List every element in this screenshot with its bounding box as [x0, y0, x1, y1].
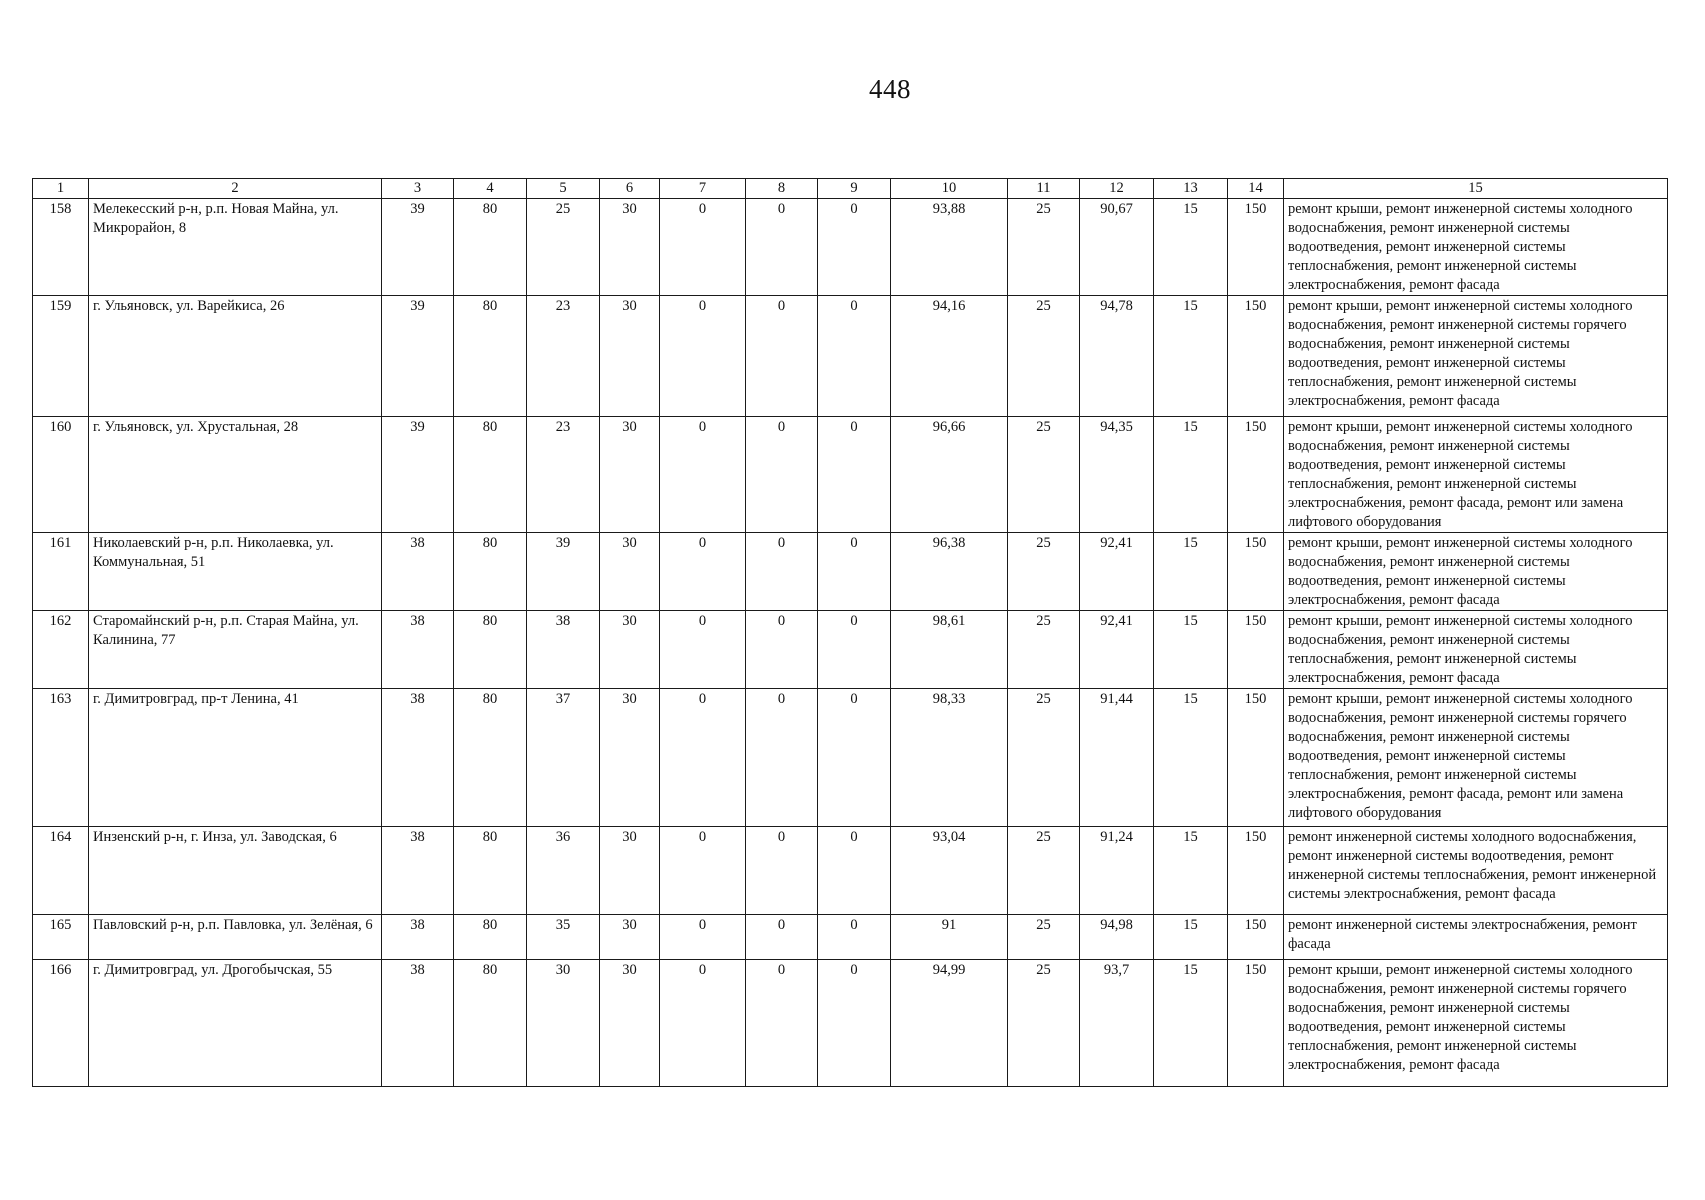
value-cell-col-8: 0: [746, 533, 818, 611]
value-cell-col-4: 80: [454, 533, 527, 611]
value-cell-col-7: 0: [660, 199, 746, 296]
value-cell-col-3: 38: [382, 689, 454, 827]
value-cell-col-9: 0: [818, 689, 891, 827]
repair-works-cell: ремонт инженерной системы холодного водоснабжения, ремонт инженерной системы водоотведения, ремонт инженерной системы теплоснабжения, ремонт инженерной системы электроснабжения, ремонт фасада: [1284, 827, 1668, 915]
value-cell-col-4: 80: [454, 915, 527, 960]
value-cell-col-7: 0: [660, 611, 746, 689]
value-cell-col-11: 25: [1008, 827, 1080, 915]
value-cell-col-5: 39: [527, 533, 600, 611]
value-cell-col-7: 0: [660, 827, 746, 915]
value-cell-col-14: 150: [1228, 417, 1284, 533]
repair-works-cell: ремонт крыши, ремонт инженерной системы холодного водоснабжения, ремонт инженерной системы водоотведения, ремонт инженерной системы теплоснабжения, ремонт инженерной системы электроснабжения, ремонт фасада: [1284, 199, 1668, 296]
value-cell-col-10: 98,33: [891, 689, 1008, 827]
column-header-8: 8: [746, 179, 818, 199]
repair-works-cell: ремонт крыши, ремонт инженерной системы холодного водоснабжения, ремонт инженерной системы водоотведения, ремонт инженерной системы электроснабжения, ремонт фасада: [1284, 533, 1668, 611]
value-cell-col-4: 80: [454, 199, 527, 296]
column-header-2: 2: [89, 179, 382, 199]
value-cell-col-5: 35: [527, 915, 600, 960]
column-header-7: 7: [660, 179, 746, 199]
value-cell-col-6: 30: [600, 296, 660, 417]
value-cell-col-6: 30: [600, 199, 660, 296]
value-cell-col-3: 39: [382, 199, 454, 296]
value-cell-col-14: 150: [1228, 611, 1284, 689]
value-cell-col-4: 80: [454, 960, 527, 1087]
value-cell-col-5: 36: [527, 827, 600, 915]
value-cell-col-8: 0: [746, 827, 818, 915]
value-cell-col-11: 25: [1008, 296, 1080, 417]
value-cell-col-6: 30: [600, 533, 660, 611]
row-number-cell: 159: [33, 296, 89, 417]
value-cell-col-6: 30: [600, 960, 660, 1087]
column-header-5: 5: [527, 179, 600, 199]
value-cell-col-6: 30: [600, 689, 660, 827]
address-cell: Николаевский р-н, р.п. Николаевка, ул. Коммунальная, 51: [89, 533, 382, 611]
value-cell-col-12: 91,44: [1080, 689, 1154, 827]
repair-works-cell: ремонт крыши, ремонт инженерной системы холодного водоснабжения, ремонт инженерной системы теплоснабжения, ремонт инженерной системы электроснабжения, ремонт фасада: [1284, 611, 1668, 689]
value-cell-col-8: 0: [746, 689, 818, 827]
value-cell-col-11: 25: [1008, 689, 1080, 827]
value-cell-col-14: 150: [1228, 960, 1284, 1087]
value-cell-col-13: 15: [1154, 827, 1228, 915]
value-cell-col-3: 38: [382, 611, 454, 689]
value-cell-col-13: 15: [1154, 960, 1228, 1087]
value-cell-col-13: 15: [1154, 689, 1228, 827]
column-header-12: 12: [1080, 179, 1154, 199]
value-cell-col-5: 38: [527, 611, 600, 689]
table-row: [33, 689, 1668, 827]
repair-works-cell: ремонт крыши, ремонт инженерной системы холодного водоснабжения, ремонт инженерной системы горячего водоснабжения, ремонт инженерной системы водоотведения, ремонт инженерной системы теплоснабжения, ремонт инженерной системы электроснабжения, ремонт фасада: [1284, 296, 1668, 417]
table-row: [33, 417, 1668, 533]
value-cell-col-11: 25: [1008, 533, 1080, 611]
address-cell: г. Димитровград, пр-т Ленина, 41: [89, 689, 382, 827]
value-cell-col-12: 94,98: [1080, 915, 1154, 960]
value-cell-col-10: 96,38: [891, 533, 1008, 611]
value-cell-col-3: 38: [382, 960, 454, 1087]
repair-works-cell: ремонт инженерной системы электроснабжения, ремонт фасада: [1284, 915, 1668, 960]
value-cell-col-8: 0: [746, 296, 818, 417]
value-cell-col-7: 0: [660, 915, 746, 960]
value-cell-col-5: 23: [527, 296, 600, 417]
value-cell-col-13: 15: [1154, 915, 1228, 960]
value-cell-col-10: 93,88: [891, 199, 1008, 296]
value-cell-col-3: 39: [382, 417, 454, 533]
value-cell-col-11: 25: [1008, 960, 1080, 1087]
value-cell-col-4: 80: [454, 827, 527, 915]
value-cell-col-10: 93,04: [891, 827, 1008, 915]
value-cell-col-12: 92,41: [1080, 611, 1154, 689]
value-cell-col-13: 15: [1154, 199, 1228, 296]
value-cell-col-9: 0: [818, 199, 891, 296]
value-cell-col-8: 0: [746, 915, 818, 960]
value-cell-col-6: 30: [600, 827, 660, 915]
value-cell-col-9: 0: [818, 533, 891, 611]
column-header-4: 4: [454, 179, 527, 199]
row-number-cell: 164: [33, 827, 89, 915]
column-header-3: 3: [382, 179, 454, 199]
value-cell-col-7: 0: [660, 533, 746, 611]
column-header-10: 10: [891, 179, 1008, 199]
value-cell-col-14: 150: [1228, 533, 1284, 611]
value-cell-col-8: 0: [746, 417, 818, 533]
value-cell-col-10: 98,61: [891, 611, 1008, 689]
value-cell-col-6: 30: [600, 611, 660, 689]
value-cell-col-3: 38: [382, 915, 454, 960]
table-row: [33, 827, 1668, 915]
value-cell-col-9: 0: [818, 960, 891, 1087]
column-header-6: 6: [600, 179, 660, 199]
value-cell-col-11: 25: [1008, 199, 1080, 296]
value-cell-col-4: 80: [454, 689, 527, 827]
table-row: [33, 915, 1668, 960]
address-cell: г. Ульяновск, ул. Хрустальная, 28: [89, 417, 382, 533]
column-header-9: 9: [818, 179, 891, 199]
row-number-cell: 166: [33, 960, 89, 1087]
value-cell-col-6: 30: [600, 915, 660, 960]
value-cell-col-12: 91,24: [1080, 827, 1154, 915]
address-cell: Старомайнский р-н, р.п. Старая Майна, ул. Калинина, 77: [89, 611, 382, 689]
value-cell-col-12: 93,7: [1080, 960, 1154, 1087]
row-number-cell: 165: [33, 915, 89, 960]
table-row: [33, 296, 1668, 417]
value-cell-col-4: 80: [454, 611, 527, 689]
page-number: 448: [869, 74, 911, 104]
row-number-cell: 163: [33, 689, 89, 827]
value-cell-col-7: 0: [660, 960, 746, 1087]
value-cell-col-9: 0: [818, 915, 891, 960]
column-header-1: 1: [33, 179, 89, 199]
row-number-cell: 162: [33, 611, 89, 689]
value-cell-col-8: 0: [746, 960, 818, 1087]
value-cell-col-8: 0: [746, 611, 818, 689]
value-cell-col-14: 150: [1228, 199, 1284, 296]
value-cell-col-5: 37: [527, 689, 600, 827]
value-cell-col-9: 0: [818, 611, 891, 689]
value-cell-col-4: 80: [454, 296, 527, 417]
value-cell-col-7: 0: [660, 417, 746, 533]
value-cell-col-9: 0: [818, 827, 891, 915]
table-row: [33, 533, 1668, 611]
value-cell-col-3: 38: [382, 533, 454, 611]
value-cell-col-13: 15: [1154, 296, 1228, 417]
address-cell: г. Димитровград, ул. Дрогобычская, 55: [89, 960, 382, 1087]
row-number-cell: 160: [33, 417, 89, 533]
repair-works-cell: ремонт крыши, ремонт инженерной системы холодного водоснабжения, ремонт инженерной системы горячего водоснабжения, ремонт инженерной системы водоотведения, ремонт инженерной системы теплоснабжения, ремонт инженерной системы электроснабжения, ремонт фасада, ремонт или замена лифтового оборудования: [1284, 689, 1668, 827]
value-cell-col-12: 92,41: [1080, 533, 1154, 611]
address-cell: Мелекесский р-н, р.п. Новая Майна, ул. Микрорайон, 8: [89, 199, 382, 296]
value-cell-col-14: 150: [1228, 296, 1284, 417]
value-cell-col-4: 80: [454, 417, 527, 533]
table-row: [33, 960, 1668, 1087]
value-cell-col-7: 0: [660, 296, 746, 417]
table-body: [33, 199, 1668, 1087]
address-cell: г. Ульяновск, ул. Варейкиса, 26: [89, 296, 382, 417]
value-cell-col-11: 25: [1008, 611, 1080, 689]
value-cell-col-9: 0: [818, 296, 891, 417]
repair-works-cell: ремонт крыши, ремонт инженерной системы холодного водоснабжения, ремонт инженерной системы горячего водоснабжения, ремонт инженерной системы водоотведения, ремонт инженерной системы теплоснабжения, ремонт инженерной системы электроснабжения, ремонт фасада: [1284, 960, 1668, 1087]
column-header-15: 15: [1284, 179, 1668, 199]
row-number-cell: 158: [33, 199, 89, 296]
value-cell-col-12: 94,78: [1080, 296, 1154, 417]
value-cell-col-14: 150: [1228, 827, 1284, 915]
table-row: [33, 199, 1668, 296]
value-cell-col-13: 15: [1154, 611, 1228, 689]
value-cell-col-13: 15: [1154, 533, 1228, 611]
row-number-cell: 161: [33, 533, 89, 611]
value-cell-col-3: 39: [382, 296, 454, 417]
column-header-13: 13: [1154, 179, 1228, 199]
value-cell-col-10: 94,16: [891, 296, 1008, 417]
value-cell-col-12: 90,67: [1080, 199, 1154, 296]
value-cell-col-11: 25: [1008, 915, 1080, 960]
repair-registry-table: [32, 178, 1668, 1087]
header-row: [33, 179, 1668, 199]
value-cell-col-14: 150: [1228, 689, 1284, 827]
value-cell-col-10: 91: [891, 915, 1008, 960]
column-header-14: 14: [1228, 179, 1284, 199]
value-cell-col-5: 30: [527, 960, 600, 1087]
table-row: [33, 611, 1668, 689]
address-cell: Павловский р-н, р.п. Павловка, ул. Зелёная, 6: [89, 915, 382, 960]
value-cell-col-11: 25: [1008, 417, 1080, 533]
value-cell-col-12: 94,35: [1080, 417, 1154, 533]
address-cell: Инзенский р-н, г. Инза, ул. Заводская, 6: [89, 827, 382, 915]
value-cell-col-3: 38: [382, 827, 454, 915]
value-cell-col-5: 25: [527, 199, 600, 296]
value-cell-col-10: 94,99: [891, 960, 1008, 1087]
value-cell-col-14: 150: [1228, 915, 1284, 960]
value-cell-col-6: 30: [600, 417, 660, 533]
value-cell-col-8: 0: [746, 199, 818, 296]
value-cell-col-7: 0: [660, 689, 746, 827]
value-cell-col-10: 96,66: [891, 417, 1008, 533]
value-cell-col-5: 23: [527, 417, 600, 533]
value-cell-col-9: 0: [818, 417, 891, 533]
repair-works-cell: ремонт крыши, ремонт инженерной системы холодного водоснабжения, ремонт инженерной системы водоотведения, ремонт инженерной системы теплоснабжения, ремонт инженерной системы электроснабжения, ремонт фасада, ремонт или замена лифтового оборудования: [1284, 417, 1668, 533]
column-header-11: 11: [1008, 179, 1080, 199]
value-cell-col-13: 15: [1154, 417, 1228, 533]
